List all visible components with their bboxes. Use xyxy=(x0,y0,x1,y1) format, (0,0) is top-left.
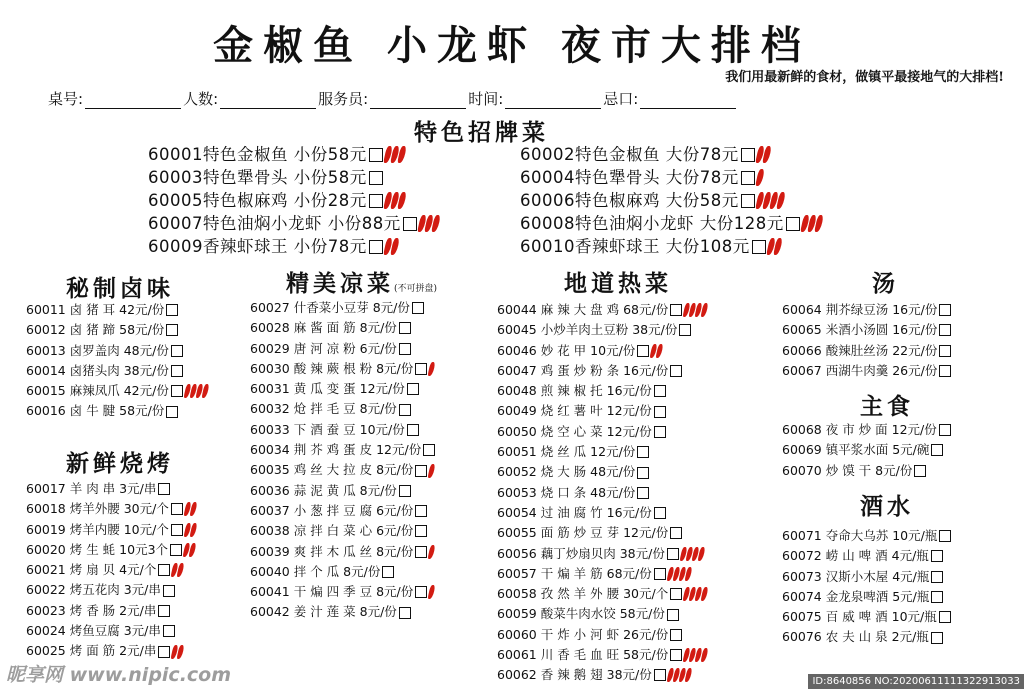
menu-item-text: 60001特色金椒鱼 小份58元 xyxy=(148,145,367,164)
menu-item-text: 60057 干 煸 羊 筋 68元/份 xyxy=(497,565,652,581)
order-checkbox[interactable] xyxy=(670,629,682,641)
menu-item xyxy=(497,381,708,401)
menu-item xyxy=(26,361,209,381)
time-label: 时间: xyxy=(468,90,504,108)
menu-item-text: 60076 农 夫 山 泉 2元/瓶 xyxy=(782,629,929,645)
menu-item-text: 60041 干 煸 四 季 豆 8元/份 xyxy=(250,584,414,600)
order-checkbox[interactable] xyxy=(939,365,951,377)
menu-item-text: 60018 烤羊外腰 30元/个 xyxy=(26,501,169,517)
order-checkbox[interactable] xyxy=(166,406,178,418)
order-checkbox[interactable] xyxy=(158,564,170,576)
menu-item xyxy=(782,567,951,587)
signature-heading: 特色招牌菜 xyxy=(414,119,549,146)
menu-item-text: 60052 烧 大 肠 48元/份 xyxy=(497,464,636,480)
order-checkbox[interactable] xyxy=(670,527,682,539)
menu-item-text: 60056 藕丁炒扇贝肉 38元/份 xyxy=(497,545,665,561)
drinks-heading: 酒水 xyxy=(860,493,914,520)
menu-item xyxy=(497,544,708,564)
order-checkbox[interactable] xyxy=(939,424,951,436)
menu-item-text: 60074 金龙泉啤酒 5元/瓶 xyxy=(782,588,930,604)
chili-pepper-icon xyxy=(668,668,692,682)
menu-item-text: 60055 面 筋 炒 豆 芽 12元/份 xyxy=(497,525,669,541)
menu-item-text: 60027 什香菜小豆芽 8元/份 xyxy=(250,300,410,315)
order-checkbox[interactable] xyxy=(931,591,943,603)
menu-item xyxy=(26,341,209,361)
menu-item xyxy=(250,359,435,379)
chili-pepper-icon xyxy=(185,523,197,537)
order-checkbox[interactable] xyxy=(752,240,766,254)
bbq-list xyxy=(26,479,197,662)
menu-item-text: 60015 麻辣凤爪 42元/份 xyxy=(26,383,169,399)
menu-item-text: 60031 黄 瓜 变 蛋 12元/份 xyxy=(250,381,405,397)
menu-item-text: 60050 烧 空 心 菜 12元/份 xyxy=(497,423,652,439)
menu-item-text: 60009香辣虾球王 小份78元 xyxy=(148,237,367,256)
chili-pepper-icon xyxy=(757,192,785,209)
menu-item-text: 60003特色犟骨头 小份58元 xyxy=(148,168,367,187)
menu-item xyxy=(148,235,440,258)
menu-item xyxy=(497,483,708,503)
menu-item xyxy=(250,602,435,622)
order-checkbox[interactable] xyxy=(369,171,383,185)
menu-item xyxy=(782,607,951,627)
order-checkbox[interactable] xyxy=(670,649,682,661)
menu-item xyxy=(520,235,823,258)
order-checkbox[interactable] xyxy=(654,669,666,681)
menu-item-text: 60045 小炒羊肉土豆粉 38元/份 xyxy=(497,322,678,338)
order-checkbox[interactable] xyxy=(415,525,427,537)
order-checkbox[interactable] xyxy=(399,404,411,416)
menu-item xyxy=(782,320,951,340)
chili-pepper-icon xyxy=(757,146,771,163)
menu-item xyxy=(250,318,435,338)
menu-item-text: 60012 卤 猪 蹄 58元/份 xyxy=(26,322,165,338)
menu-item xyxy=(782,420,951,440)
menu-item xyxy=(26,601,197,621)
chili-pepper-icon xyxy=(651,344,663,358)
order-form-row xyxy=(48,88,738,109)
menu-item xyxy=(497,503,708,523)
order-checkbox[interactable] xyxy=(654,568,666,580)
menu-item-text: 60070 炒 馍 干 8元/份 xyxy=(782,462,913,478)
order-checkbox[interactable] xyxy=(670,588,682,600)
order-checkbox[interactable] xyxy=(163,625,175,637)
order-checkbox[interactable] xyxy=(415,546,427,558)
menu-item-text: 60073 汉斯小木屋 4元/瓶 xyxy=(782,568,930,584)
order-checkbox[interactable] xyxy=(670,304,682,316)
order-checkbox[interactable] xyxy=(412,302,424,314)
menu-item-text: 60062 香 辣 鹅 翅 38元/份 xyxy=(497,667,652,683)
menu-item-text: 60007特色油焖小龙虾 小份88元 xyxy=(148,214,401,233)
order-checkbox[interactable] xyxy=(399,485,411,497)
order-checkbox[interactable] xyxy=(931,571,943,583)
menu-title: 金椒鱼 小龙虾 夜市大排档 xyxy=(213,22,811,69)
menu-item-text: 60019 烤羊内腰 10元/个 xyxy=(26,521,169,537)
order-checkbox[interactable] xyxy=(415,586,427,598)
menu-item-text: 60035 鸡 丝 大 拉 皮 8元/份 xyxy=(250,462,414,478)
menu-item-text: 60037 小 葱 拌 豆 腐 6元/份 xyxy=(250,502,414,518)
order-checkbox[interactable] xyxy=(158,605,170,617)
menu-item xyxy=(250,339,435,359)
menu-item xyxy=(26,499,197,519)
order-checkbox[interactable] xyxy=(939,611,951,623)
menu-item-text: 60023 烤 香 肠 2元/串 xyxy=(26,602,157,618)
order-checkbox[interactable] xyxy=(654,507,666,519)
order-checkbox[interactable] xyxy=(637,446,649,458)
menu-item xyxy=(497,320,708,340)
menu-item xyxy=(148,189,440,212)
order-checkbox[interactable] xyxy=(679,324,691,336)
watermark-logo: 昵享网 www.nipic.com xyxy=(6,664,232,686)
menu-item-text: 60040 拌 个 瓜 8元/份 xyxy=(250,563,381,579)
time-field[interactable] xyxy=(505,92,601,109)
menu-item-text: 60049 烧 红 薯 叶 12元/份 xyxy=(497,403,652,419)
menu-item-text: 60058 孜 然 羊 外 腰 30元/个 xyxy=(497,586,669,602)
signature-list-left xyxy=(148,143,440,258)
cold-heading xyxy=(286,265,437,298)
waiter-label: 服务员: xyxy=(318,90,369,108)
order-checkbox[interactable] xyxy=(914,465,926,477)
braised-heading: 秘制卤味 xyxy=(66,275,174,302)
menu-item-text: 60066 酸辣肚丝汤 22元/份 xyxy=(782,342,938,358)
order-checkbox[interactable] xyxy=(637,487,649,499)
soup-heading: 汤 xyxy=(872,270,899,297)
menu-item xyxy=(497,625,708,645)
menu-item-text: 60004特色犟骨头 大份78元 xyxy=(520,168,739,187)
menu-item-text: 60071 夺命大乌苏 10元/瓶 xyxy=(782,528,938,543)
order-checkbox[interactable] xyxy=(654,406,666,418)
order-checkbox[interactable] xyxy=(637,345,649,357)
staple-list xyxy=(782,420,951,481)
chili-pepper-icon xyxy=(185,384,209,398)
order-checkbox[interactable] xyxy=(166,324,178,336)
menu-item xyxy=(782,587,951,607)
menu-item xyxy=(497,300,708,320)
menu-item-text: 60072 崂 山 啤 酒 4元/瓶 xyxy=(782,548,929,564)
menu-item-text: 60046 妙 花 甲 10元/份 xyxy=(497,342,636,358)
menu-item xyxy=(250,542,435,562)
order-checkbox[interactable] xyxy=(158,483,170,495)
menu-item-text: 60048 煎 辣 椒 托 16元/份 xyxy=(497,383,652,399)
order-checkbox[interactable] xyxy=(171,345,183,357)
chili-pepper-icon xyxy=(429,362,435,376)
order-checkbox[interactable] xyxy=(166,304,178,316)
menu-item-text: 60038 凉 拌 白 菜 心 6元/份 xyxy=(250,523,414,539)
chili-pepper-icon xyxy=(684,303,708,317)
menu-item-text: 60029 唐 河 凉 粉 6元/份 xyxy=(250,340,397,356)
soup-list xyxy=(782,300,951,381)
menu-item xyxy=(520,143,823,166)
menu-item xyxy=(250,501,435,521)
menu-item-text: 60030 酸 辣 蕨 根 粉 8元/份 xyxy=(250,360,414,376)
order-checkbox[interactable] xyxy=(403,217,417,231)
chili-pepper-icon xyxy=(429,464,435,478)
menu-item-text: 60061 川 香 毛 血 旺 58元/份 xyxy=(497,647,669,663)
hot-list xyxy=(497,300,708,686)
menu-item-text: 60047 鸡 蛋 炒 粉 条 16元/份 xyxy=(497,362,669,378)
menu-item-text: 60036 蒜 泥 黄 瓜 8元/份 xyxy=(250,482,397,498)
menu-item xyxy=(148,143,440,166)
menu-item-text: 60069 镇平浆水面 5元/碗 xyxy=(782,442,930,458)
menu-item-text: 60024 烤鱼豆腐 3元/串 xyxy=(26,623,161,639)
menu-item xyxy=(26,401,209,421)
menu-item xyxy=(782,361,951,381)
menu-item xyxy=(26,580,197,600)
order-checkbox[interactable] xyxy=(667,548,679,560)
chili-pepper-icon xyxy=(184,543,196,557)
waiter-field[interactable] xyxy=(370,92,466,109)
order-checkbox[interactable] xyxy=(939,304,951,316)
menu-item-text: 60032 炝 拌 毛 豆 8元/份 xyxy=(250,401,397,417)
order-checkbox[interactable] xyxy=(654,426,666,438)
chili-pepper-icon xyxy=(668,567,692,581)
menu-item-text: 60013 卤罗盖肉 48元/份 xyxy=(26,342,169,358)
menu-item-text: 60067 西湖牛肉羹 26元/份 xyxy=(782,362,938,378)
menu-item xyxy=(497,564,708,584)
menu-item-text: 60005特色椒麻鸡 小份28元 xyxy=(148,191,367,210)
menu-item xyxy=(26,560,197,580)
order-checkbox[interactable] xyxy=(171,503,183,515)
signature-list-right xyxy=(520,143,823,258)
order-checkbox[interactable] xyxy=(423,444,435,456)
order-checkbox[interactable] xyxy=(939,324,951,336)
cold-list xyxy=(250,298,435,623)
chili-pepper-icon xyxy=(185,502,197,516)
order-checkbox[interactable] xyxy=(399,343,411,355)
menu-item xyxy=(250,481,435,501)
menu-item xyxy=(782,627,951,647)
chili-pepper-icon xyxy=(385,146,406,163)
menu-item xyxy=(26,320,209,340)
order-checkbox[interactable] xyxy=(163,585,175,597)
menu-item xyxy=(26,300,209,320)
order-checkbox[interactable] xyxy=(931,632,943,644)
menu-item xyxy=(497,442,708,462)
menu-item-text: 60054 过 油 腐 竹 16元/份 xyxy=(497,504,652,520)
menu-item xyxy=(520,189,823,212)
order-checkbox[interactable] xyxy=(170,544,182,556)
menu-item xyxy=(497,341,708,361)
order-checkbox[interactable] xyxy=(369,194,383,208)
menu-item-text: 60044 麻 辣 大 盘 鸡 68元/份 xyxy=(497,302,669,317)
menu-item xyxy=(497,604,708,624)
menu-item xyxy=(497,584,708,604)
chili-pepper-icon xyxy=(385,192,406,209)
order-checkbox[interactable] xyxy=(741,194,755,208)
menu-item xyxy=(782,341,951,361)
guest-count-field[interactable] xyxy=(220,92,316,109)
order-checkbox[interactable] xyxy=(786,217,800,231)
order-checkbox[interactable] xyxy=(369,240,383,254)
order-checkbox[interactable] xyxy=(667,609,679,621)
order-checkbox[interactable] xyxy=(171,385,183,397)
menu-item xyxy=(250,562,435,582)
menu-item xyxy=(26,520,197,540)
order-checkbox[interactable] xyxy=(415,505,427,517)
order-checkbox[interactable] xyxy=(637,467,649,479)
menu-item-text: 60065 米酒小汤圆 16元/份 xyxy=(782,322,938,338)
menu-item-text: 60022 烤五花肉 3元/串 xyxy=(26,582,161,598)
menu-item-text: 60008特色油焖小龙虾 大份128元 xyxy=(520,214,784,233)
order-checkbox[interactable] xyxy=(939,345,951,357)
menu-item-text: 60064 荆芥绿豆汤 16元/份 xyxy=(782,302,938,317)
menu-item xyxy=(250,298,435,318)
menu-item xyxy=(148,212,440,235)
order-checkbox[interactable] xyxy=(369,148,383,162)
chili-pepper-icon xyxy=(757,169,764,186)
cold-heading-note: (不可拼盘) xyxy=(394,284,438,294)
cold-heading-text: 精美凉菜 xyxy=(286,270,394,297)
chili-pepper-icon xyxy=(802,215,823,232)
chili-pepper-icon xyxy=(681,547,705,561)
menu-item-text: 60010香辣虾球王 大份108元 xyxy=(520,237,750,256)
menu-item xyxy=(26,381,209,401)
chili-pepper-icon xyxy=(385,238,399,255)
hot-heading: 地道热菜 xyxy=(564,270,672,297)
bbq-heading: 新鲜烧烤 xyxy=(66,450,174,477)
menu-item xyxy=(250,460,435,480)
menu-item xyxy=(26,641,197,661)
menu-item-text: 60002特色金椒鱼 大份78元 xyxy=(520,145,739,164)
chili-pepper-icon xyxy=(684,648,708,662)
chili-pepper-icon xyxy=(768,238,782,255)
menu-item xyxy=(26,479,197,499)
menu-item xyxy=(250,379,435,399)
menu-item-text: 60051 烧 丝 瓜 12元/份 xyxy=(497,444,636,460)
menu-item xyxy=(782,526,951,546)
order-checkbox[interactable] xyxy=(158,646,170,658)
menu-item xyxy=(497,645,708,665)
menu-item xyxy=(250,521,435,541)
menu-item-text: 60017 羊 肉 串 3元/串 xyxy=(26,481,157,496)
menu-item xyxy=(782,440,951,460)
order-checkbox[interactable] xyxy=(415,465,427,477)
order-checkbox[interactable] xyxy=(939,530,951,542)
menu-item-text: 60011 卤 猪 耳 42元/份 xyxy=(26,302,165,317)
menu-item xyxy=(497,462,708,482)
menu-item xyxy=(520,212,823,235)
order-checkbox[interactable] xyxy=(171,365,183,377)
menu-item xyxy=(250,399,435,419)
order-checkbox[interactable] xyxy=(407,383,419,395)
menu-item-text: 60039 爽 拌 木 瓜 丝 8元/份 xyxy=(250,543,414,559)
staple-heading: 主食 xyxy=(860,393,914,420)
chili-pepper-icon xyxy=(684,587,708,601)
menu-item-text: 60016 卤 牛 腱 58元/份 xyxy=(26,403,165,419)
order-checkbox[interactable] xyxy=(407,424,419,436)
menu-item xyxy=(782,300,951,320)
chili-pepper-icon xyxy=(172,645,184,659)
menu-item xyxy=(497,401,708,421)
order-checkbox[interactable] xyxy=(654,385,666,397)
menu-item xyxy=(148,166,440,189)
menu-item-text: 60059 酸菜牛肉水饺 58元/份 xyxy=(497,606,665,622)
menu-item xyxy=(26,621,197,641)
menu-item-text: 60060 干 炸 小 河 虾 26元/份 xyxy=(497,626,669,642)
menu-item-text: 60006特色椒麻鸡 大份58元 xyxy=(520,191,739,210)
menu-item xyxy=(26,540,197,560)
menu-item xyxy=(250,440,435,460)
menu-item xyxy=(250,582,435,602)
order-checkbox[interactable] xyxy=(171,524,183,536)
order-checkbox[interactable] xyxy=(741,148,755,162)
order-checkbox[interactable] xyxy=(399,607,411,619)
menu-item-text: 60020 烤 生 蚝 10元3个 xyxy=(26,541,169,557)
menu-item xyxy=(520,166,823,189)
chili-pepper-icon xyxy=(172,563,184,577)
menu-item-text: 60068 夜 市 炒 面 12元/份 xyxy=(782,422,937,437)
order-checkbox[interactable] xyxy=(741,171,755,185)
chili-pepper-icon xyxy=(419,215,440,232)
order-checkbox[interactable] xyxy=(670,365,682,377)
menu-item-text: 60034 荆 芥 鸡 蛋 皮 12元/份 xyxy=(250,442,422,458)
menu-item-text: 60053 烧 口 条 48元/份 xyxy=(497,484,636,500)
menu-item xyxy=(497,665,708,685)
menu-item-text: 60014 卤猪头肉 38元/份 xyxy=(26,362,169,378)
menu-item xyxy=(497,361,708,381)
slogan: 我们用最新鲜的食材，做镇平最接地气的大排档! xyxy=(725,70,1004,85)
menu-item xyxy=(497,523,708,543)
menu-item-text: 60021 烤 扇 贝 4元/个 xyxy=(26,562,157,578)
menu-item-text: 60028 麻 酱 面 筋 8元/份 xyxy=(250,320,397,336)
menu-item xyxy=(782,546,951,566)
table-number-label: 桌号: xyxy=(48,90,84,108)
order-checkbox[interactable] xyxy=(931,550,943,562)
menu-item-text: 60025 烤 面 筋 2元/串 xyxy=(26,643,157,659)
menu-item xyxy=(782,461,951,481)
braised-list xyxy=(26,300,209,422)
order-checkbox[interactable] xyxy=(399,322,411,334)
watermark-id: ID:8640856 NO:20200611111322913033 xyxy=(808,674,1024,689)
menu-item xyxy=(497,422,708,442)
order-checkbox[interactable] xyxy=(415,363,427,375)
dietary-restriction-field[interactable] xyxy=(640,92,736,109)
chili-pepper-icon xyxy=(429,585,435,599)
table-number-field[interactable] xyxy=(85,92,181,109)
guest-count-label: 人数: xyxy=(183,90,219,108)
drinks-list xyxy=(782,526,951,648)
order-checkbox[interactable] xyxy=(382,566,394,578)
menu-item-text: 60042 姜 汁 莲 菜 8元/份 xyxy=(250,604,397,620)
order-checkbox[interactable] xyxy=(931,444,943,456)
dietary-restriction-label: 忌口: xyxy=(603,90,639,108)
menu-item-text: 60075 百 威 啤 酒 10元/瓶 xyxy=(782,609,937,625)
chili-pepper-icon xyxy=(429,545,435,559)
menu-item xyxy=(250,420,435,440)
menu-item-text: 60033 下 酒 蚕 豆 10元/份 xyxy=(250,421,405,437)
